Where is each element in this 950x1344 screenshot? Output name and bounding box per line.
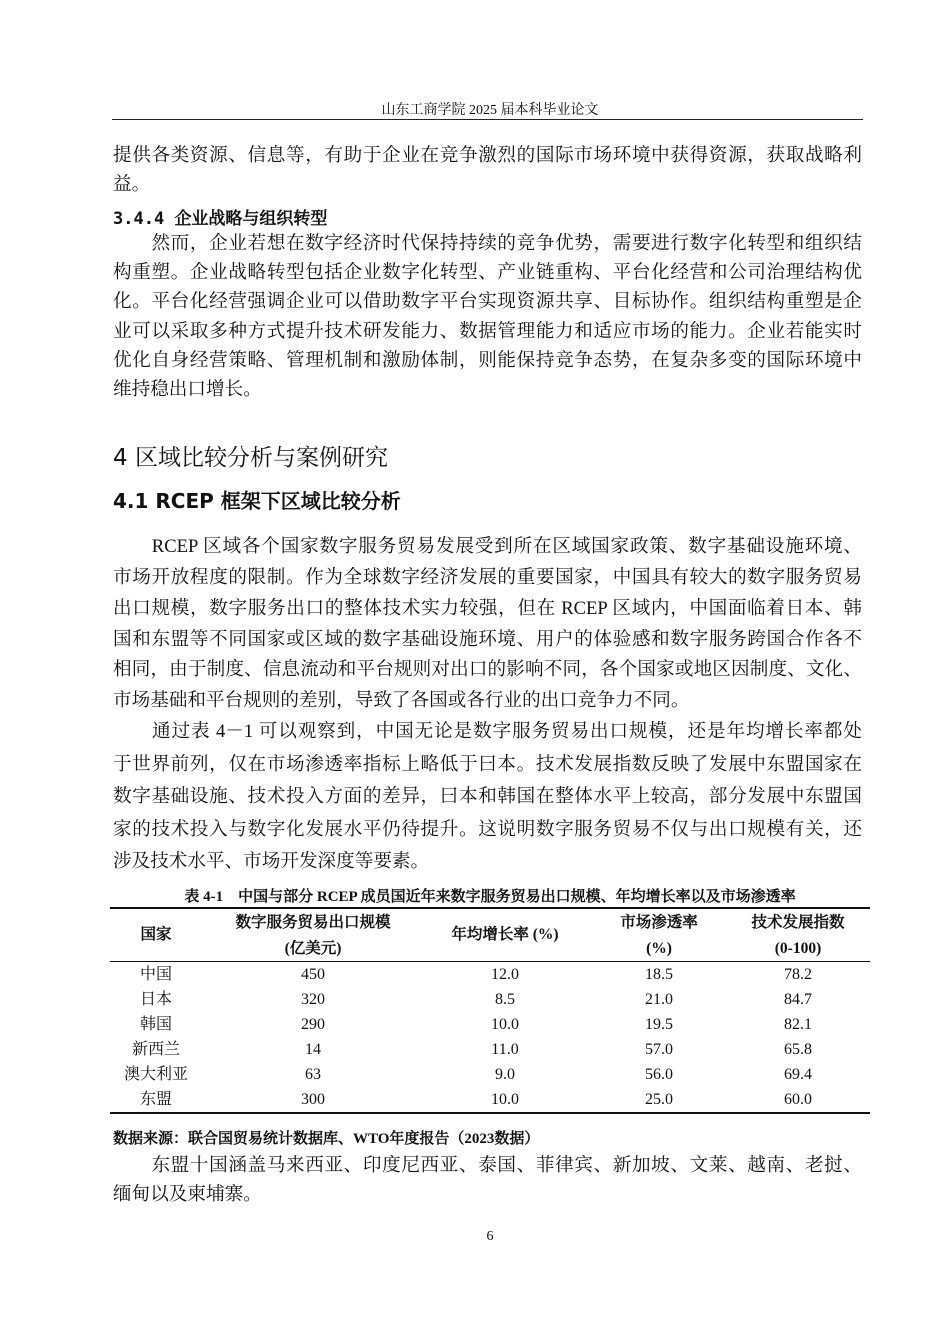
header-label: (0-100) bbox=[774, 940, 822, 957]
table-cell: 东盟 bbox=[139, 1091, 173, 1108]
column-header bbox=[751, 910, 844, 962]
text-line: 家的技术投入与数字化发展水平仍待提升。这说明数字服务贸易不仅与出口规模有关，还 bbox=[113, 819, 862, 840]
table-cell: 19.5 bbox=[645, 1016, 673, 1033]
table-row bbox=[110, 1037, 870, 1062]
heading-number: 3.4.4 bbox=[113, 209, 165, 229]
text-line: 益。 bbox=[113, 174, 151, 195]
text-line: 市场开放程度的限制。作为全球数字经济发展的重要国家，中国具有较大的数字服务贸易 bbox=[113, 567, 862, 588]
text-line: 然而，企业若想在数字经济时代保持持续的竞争优势，需要进行数字化转型和组织结 bbox=[113, 233, 862, 254]
table-bottom-rule bbox=[110, 1112, 870, 1114]
text-line: 涉及技术水平、市场开发深度等要素。 bbox=[113, 851, 430, 872]
table-cell: 84.7 bbox=[784, 991, 812, 1008]
text-line: 通过表 4－1 可以观察到，中国无论是数字服务贸易出口规模，还是年均增长率都处 bbox=[113, 721, 862, 742]
table-row bbox=[110, 962, 870, 987]
text-line: 提供各类资源、信息等，有助于企业在竞争激烈的国际市场环境中获得资源，获取战略利 bbox=[113, 145, 862, 166]
table-row bbox=[110, 1012, 870, 1037]
column-header bbox=[620, 910, 698, 962]
header-label: 技术发展指数 bbox=[751, 914, 845, 931]
table-row bbox=[110, 1087, 870, 1112]
text-line: 市场基础和平台规则的差别，导致了各国或各行业的出口竞争力不同。 bbox=[113, 690, 690, 711]
table-cell: 56.0 bbox=[645, 1066, 673, 1083]
text-line: 维持稳出口增长。 bbox=[113, 379, 262, 400]
section-heading-4-1: 4.1 RCEP 框架下区域比较分析 bbox=[113, 489, 401, 513]
table-header-row bbox=[110, 909, 870, 961]
data-source-note: 数据来源：联合国贸易统计数据库、WTO年度报告（2023数据） bbox=[113, 1131, 540, 1147]
table-caption: 表 4-1 中国与部分 RCEP 成员国近年来数字服务贸易出口规模、年均增长率以及市场渗透率 bbox=[184, 889, 796, 905]
section-heading-3-4-4 bbox=[113, 204, 327, 229]
table-cell: 11.0 bbox=[491, 1041, 519, 1058]
text-line: 业可以采取多种方式提升技术研发能力、数据管理能力和适应市场的能力。企业若能实时 bbox=[113, 320, 862, 342]
text-line: 化。平台化经营强调企业可以借助数字平台实现资源共享、目标协作。组织结构重塑是企 bbox=[113, 291, 862, 313]
table-cell: 320 bbox=[301, 991, 325, 1008]
table-row bbox=[110, 987, 870, 1012]
table-cell: 78.2 bbox=[784, 966, 812, 983]
page-number: 6 bbox=[486, 1229, 494, 1244]
column-header bbox=[451, 922, 558, 948]
table-cell: 10.0 bbox=[491, 1091, 519, 1108]
table-row bbox=[110, 1062, 870, 1087]
table-cell: 63 bbox=[305, 1066, 321, 1083]
running-header: 山东工商学院 2025 届本科毕业论文 bbox=[381, 103, 599, 118]
table-cell: 8.5 bbox=[495, 991, 515, 1008]
table-body bbox=[110, 962, 870, 1112]
table-cell: 57.0 bbox=[645, 1041, 673, 1058]
header-label: 市场渗透率 bbox=[620, 914, 698, 931]
table-cell: 25.0 bbox=[645, 1091, 673, 1108]
text-line: 数字基础设施、技术投入方面的差异，曰本和韩国在整体水平上较高，部分发展中东盟国 bbox=[113, 786, 862, 807]
header-label: (%) bbox=[646, 940, 672, 957]
table-cell: 9.0 bbox=[495, 1066, 515, 1083]
text-line: 构重塑。企业战略转型包括企业数字化转型、产业链重构、平台化经营和公司治理结构优 bbox=[113, 262, 862, 284]
data-table bbox=[110, 907, 870, 1114]
table-cell: 21.0 bbox=[645, 991, 673, 1008]
table-cell: 澳大利亚 bbox=[123, 1066, 189, 1083]
header-label: (亿美元) bbox=[284, 940, 342, 957]
table-cell: 60.0 bbox=[784, 1091, 812, 1108]
header-label: 国家 bbox=[140, 926, 172, 943]
column-header bbox=[140, 922, 171, 948]
table-cell: 18.5 bbox=[645, 966, 673, 983]
column-header bbox=[235, 910, 390, 962]
table-cell: 韩国 bbox=[139, 1016, 173, 1033]
table-cell: 12.0 bbox=[491, 966, 519, 983]
table-cell: 日本 bbox=[139, 991, 173, 1008]
table-cell: 290 bbox=[301, 1016, 325, 1033]
table-cell: 新西兰 bbox=[131, 1041, 181, 1058]
table-cell: 10.0 bbox=[491, 1016, 519, 1033]
heading-title: 企业战略与组织转型 bbox=[174, 209, 328, 229]
text-line: 东盟十国涵盖马来西亚、印度尼西亚、泰国、菲律宾、新加坡、文莱、越南、老挝、 bbox=[113, 1155, 862, 1176]
text-line: 出口规模，数字服务出口的整体技术实力较强，但在 RCEP 区域内，中国面临着日本、韩 bbox=[113, 598, 862, 619]
text-line: 相同，由于制度、信息流动和平台规则对出口的影响不同，各个国家或地区因制度、文化、 bbox=[113, 659, 862, 680]
table-cell: 69.4 bbox=[784, 1066, 812, 1083]
header-label: 数字服务贸易出口规模 bbox=[235, 914, 391, 931]
table-cell: 82.1 bbox=[784, 1016, 812, 1033]
text-line: RCEP 区域各个国家数字服务贸易发展受到所在区域国家政策、数字基础设施环境、 bbox=[113, 536, 862, 557]
header-rule bbox=[112, 119, 863, 120]
table-cell: 65.8 bbox=[784, 1041, 812, 1058]
text-line: 于世界前列，仅在市场渗透率指标上略低于曰本。技术发展指数反映了发展中东盟国家在 bbox=[113, 754, 862, 775]
header-label: 年均增长率 (%) bbox=[451, 926, 559, 943]
table-cell: 450 bbox=[301, 966, 325, 983]
table-cell: 14 bbox=[305, 1041, 321, 1058]
text-line: 优化自身经营策略、管理机制和激励体制，则能保持竞争态势，在复杂多变的国际环境中 bbox=[113, 349, 862, 371]
chapter-heading-4: 4 区域比较分析与案例研究 bbox=[113, 445, 388, 471]
table-cell: 300 bbox=[301, 1091, 325, 1108]
table-cell: 中国 bbox=[139, 966, 173, 983]
text-line: 国和东盟等不同国家或区域的数字基础设施环境、用户的体验感和数字服务跨国合作各不 bbox=[113, 629, 862, 650]
text-line: 缅甸以及柬埔寨。 bbox=[113, 1184, 262, 1205]
